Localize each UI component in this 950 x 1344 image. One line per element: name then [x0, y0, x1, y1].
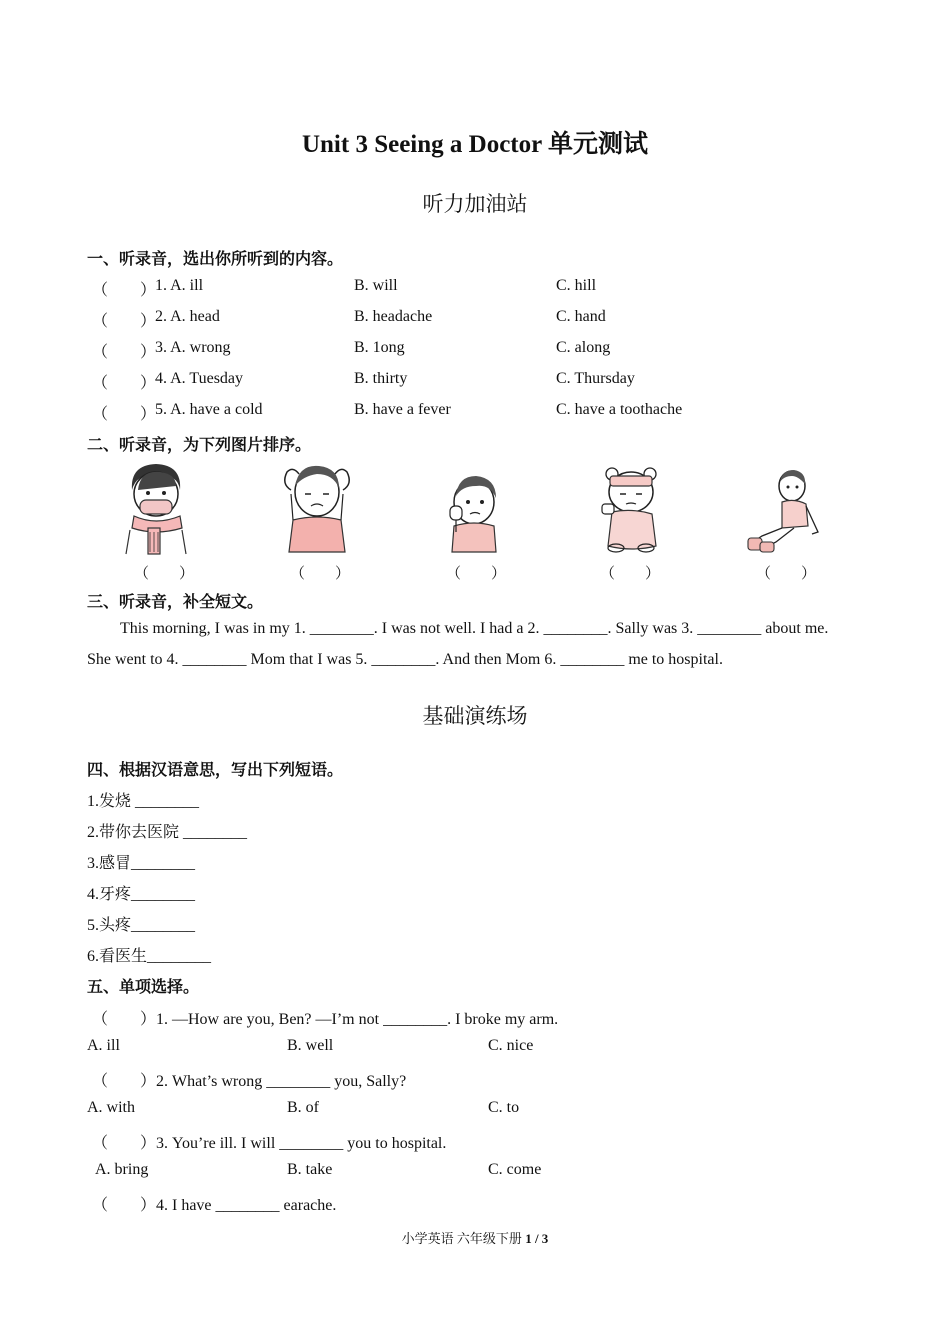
answer-paren[interactable]: （ ） — [92, 282, 157, 299]
choice-a: A. bring — [95, 1161, 149, 1178]
question-stem: （ ）3. You’re ill. I will ________ you to hospital. — [92, 1135, 447, 1152]
picture-answer-paren-1[interactable]: （ ） — [134, 566, 195, 582]
option-a: 4. A. Tuesday — [155, 370, 244, 387]
phrase-item: 2.带你去医院 ________ — [87, 824, 248, 841]
option-c: C. along — [556, 339, 611, 356]
option-a: 1. A. ill — [155, 277, 204, 294]
option-c: C. hill — [556, 277, 597, 294]
choice-c: C. nice — [488, 1037, 534, 1054]
choice-c: C. come — [488, 1161, 542, 1178]
choice-a: A. with — [87, 1099, 135, 1116]
option-b: B. thirty — [354, 370, 408, 387]
answer-paren[interactable]: （ ） — [92, 344, 157, 361]
option-b: B. will — [354, 277, 398, 294]
picture-answer-paren-2[interactable]: （ ） — [290, 566, 351, 582]
picture-answer-paren-4[interactable]: （ ） — [600, 566, 661, 582]
part3-heading: 三、听录音，补全短文。 — [87, 592, 264, 611]
choice-a: A. ill — [87, 1037, 120, 1054]
choice-c: C. to — [488, 1099, 520, 1116]
option-a: 2. A. head — [155, 308, 220, 325]
phrase-item: 3.感冒________ — [87, 855, 196, 872]
page-title: Unit 3 Seeing a Doctor 单元测试 — [301, 131, 649, 158]
part2-heading: 二、听录音，为下列图片排序。 — [87, 435, 312, 454]
choice-b: B. of — [287, 1099, 319, 1116]
question-stem: （ ）2. What’s wrong ________ you, Sally? — [92, 1073, 407, 1090]
option-b: B. 1ong — [354, 339, 405, 356]
answer-paren[interactable]: （ ） — [92, 313, 157, 330]
part5-heading: 五、单项选择。 — [87, 977, 200, 996]
option-c: C. hand — [556, 308, 606, 325]
option-c: C. have a toothache — [556, 401, 683, 418]
option-b: B. headache — [354, 308, 433, 325]
passage-line-1: This morning, I was in my 1. ________. I was not well. I had a 2. ________. Sally was 3. ________ about me. — [120, 620, 829, 637]
girl-holding-head-icon — [275, 460, 360, 555]
option-b: B. have a fever — [354, 401, 451, 418]
passage-line-2: She went to 4. ________ Mom that I was 5. ________. And then Mom 6. ________ me to hospital. — [87, 651, 723, 668]
part4-heading: 四、根据汉语意思，写出下列短语。 — [87, 760, 344, 779]
part1-heading: 一、听录音，选出你所听到的内容。 — [87, 249, 344, 268]
phrase-item: 6.看医生________ — [87, 948, 212, 965]
picture-answer-paren-3[interactable]: （ ） — [446, 566, 507, 582]
answer-paren[interactable]: （ ） — [92, 375, 157, 392]
choice-b: B. well — [287, 1037, 334, 1054]
page-footer — [0, 1228, 950, 1247]
option-a: 3. A. wrong — [155, 339, 231, 356]
option-c: C. Thursday — [556, 370, 635, 387]
picture-answer-paren-5[interactable]: （ ） — [756, 566, 817, 582]
boy-with-mask-and-scarf-icon — [120, 460, 192, 555]
question-stem: （ ）4. I have ________ earache. — [92, 1197, 337, 1214]
phrase-item: 4.牙疼________ — [87, 886, 196, 903]
page-number: 1 / 3 — [525, 1231, 549, 1246]
bear-with-fever-icon — [598, 462, 668, 554]
question-stem: （ ）1. —How are you, Ben? —I’m not ________. I broke my arm. — [92, 1011, 559, 1028]
boy-hurt-leg-icon — [742, 466, 824, 554]
answer-paren[interactable]: （ ） — [92, 406, 157, 423]
section-heading-listening: 听力加油站 — [422, 192, 528, 216]
phrase-item: 1.发烧 ________ — [87, 793, 200, 810]
section-heading-basics: 基础演练场 — [422, 704, 528, 728]
option-a: 5. A. have a cold — [155, 401, 263, 418]
choice-b: B. take — [287, 1161, 333, 1178]
boy-holding-cheek-icon — [440, 470, 505, 555]
footer-text: 小学英语 六年级下册 — [401, 1231, 526, 1246]
phrase-item: 5.头疼________ — [87, 917, 196, 934]
